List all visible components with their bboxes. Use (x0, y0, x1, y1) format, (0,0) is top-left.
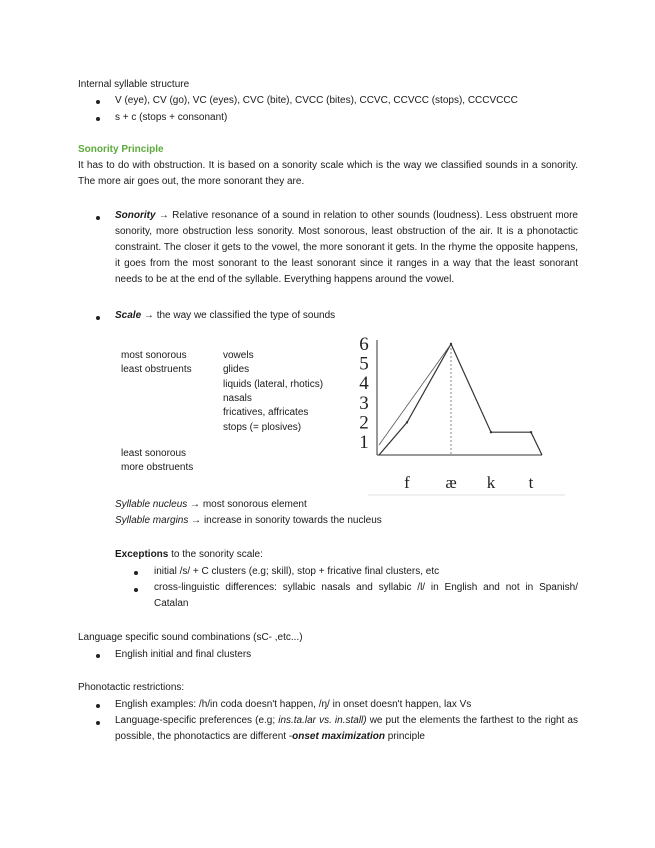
scale-item-vowels: vowels (223, 350, 254, 361)
data-point-f (406, 421, 408, 423)
x-category-label: k (486, 473, 496, 492)
syllable-nucleus-line (115, 499, 307, 510)
bullet-icon (96, 721, 100, 725)
nucleus-term: Syllable nucleus → (115, 499, 201, 510)
scale-term: Scale → (115, 310, 154, 321)
y-tick-label: 2 (359, 412, 369, 434)
language-item-1: English initial and final clusters (115, 649, 252, 660)
sonority-term: Sonority → (115, 210, 169, 221)
x-category-label: æ (445, 473, 457, 492)
phonotactic-title: Phonotactic restrictions: (78, 682, 185, 693)
bullet-icon (96, 100, 100, 104)
sonority-definition (115, 208, 578, 288)
bullet-icon (96, 654, 100, 658)
scale-more-obstruents: more obstruents (121, 462, 194, 473)
y-tick-label: 3 (359, 392, 369, 414)
sonority-intro: It has to do with obstruction. It is based on a sonority scale which is the way we classified sounds in a sonority. The more air goes out, the more sonorant they are. (78, 160, 578, 187)
scale-definition (115, 310, 335, 321)
sonority-heading: Sonority Principle (78, 144, 164, 155)
x-category-label: t (528, 473, 534, 492)
scale-item-glides: glides (223, 364, 250, 375)
internal-bullet-2: s + c (stops + consonant) (115, 112, 228, 123)
phono-item2-a: Language-specific preferences (e.g; (115, 715, 276, 726)
y-tick-label: 6 (359, 334, 369, 355)
bullet-icon (134, 588, 138, 592)
data-point-æ (450, 343, 452, 345)
bullet-icon (96, 704, 100, 708)
scale-item-nasals: nasals (223, 393, 252, 404)
phonotactic-item-2 (115, 713, 578, 745)
nucleus-text: most sonorous element (202, 499, 307, 510)
bullet-icon (134, 571, 138, 575)
sonority-chart (350, 333, 570, 498)
syllable-margins-line (115, 515, 382, 526)
phono-item2-e: principle (387, 731, 425, 742)
exception-item-1: initial /s/ + C clusters (e.g; skill), stop + fricative final clusters, etc (154, 566, 440, 577)
internal-bullet-1: V (eye), CV (go), VC (eyes), CVC (bite), CVCC (bites), CCVC, CCVCC (stops), CCCVCCC (115, 95, 518, 106)
scale-least-obstruents: least obstruents (121, 364, 192, 375)
phonotactic-item-1: English examples: /h/in coda doesn't happen, /ŋ/ in onset doesn't happen, lax Vs (115, 699, 472, 710)
language-specific-title: Language specific sound combinations (sC- ,etc...) (78, 632, 303, 643)
margins-text: increase in sonority towards the nucleus (203, 515, 382, 526)
y-tick-label: 5 (359, 353, 369, 375)
sonority-series-line (379, 344, 542, 455)
exceptions-bold: Exceptions (115, 549, 169, 560)
scale-item-stops: stops (= plosives) (223, 422, 302, 433)
scale-most-sonorous: most sonorous (121, 350, 187, 361)
phono-item2-d: onset maximization (292, 731, 385, 742)
margins-term: Syllable margins → (115, 515, 202, 526)
scale-def-text: the way we classified the type of sounds (156, 310, 336, 321)
bullet-icon (96, 216, 100, 220)
phono-item2-b: ins.ta.lar vs. in.stall) (278, 715, 367, 726)
sonority-guide-line (379, 344, 451, 445)
exceptions-rest: to the sonority scale: (171, 549, 263, 560)
data-point-t (530, 431, 532, 433)
sonority-def-text: Relative resonance of a sound in relation to other sounds (loudness). Less obstruent more sonority, more obstruction less sonority. Most sonorous, least obstruction of the air. It is a phonotactic constraint. The closer it gets to the vowel, the more sonorant it gets. In the rhyme the opposite happens, it goes from the most sonorant to the least sonorant since it ranges in a way that the least sonorant needs to be at the end of the syllable. Everything happens around the vowel. (115, 210, 578, 285)
internal-structure-title: Internal syllable structure (78, 79, 190, 90)
exception-item-2: cross-linguistic differences: syllabic nasals and syllabic /l/ in English and not in Spanish/ Catalan (154, 582, 578, 609)
scale-item-fricatives: fricatives, affricates (223, 407, 309, 418)
x-category-label: f (404, 473, 410, 492)
scale-least-sonorous: least sonorous (121, 448, 187, 459)
bullet-icon (96, 316, 100, 320)
exceptions-title (115, 549, 263, 560)
data-point-k (490, 431, 492, 433)
y-tick-label: 4 (359, 373, 369, 395)
phono-item2-c: we put the elements the farthest to the right as possible, the phonotactics are different - (115, 715, 578, 742)
bullet-icon (96, 117, 100, 121)
scale-item-liquids: liquids (lateral, rhotics) (223, 379, 324, 390)
y-tick-label: 1 (359, 432, 369, 453)
